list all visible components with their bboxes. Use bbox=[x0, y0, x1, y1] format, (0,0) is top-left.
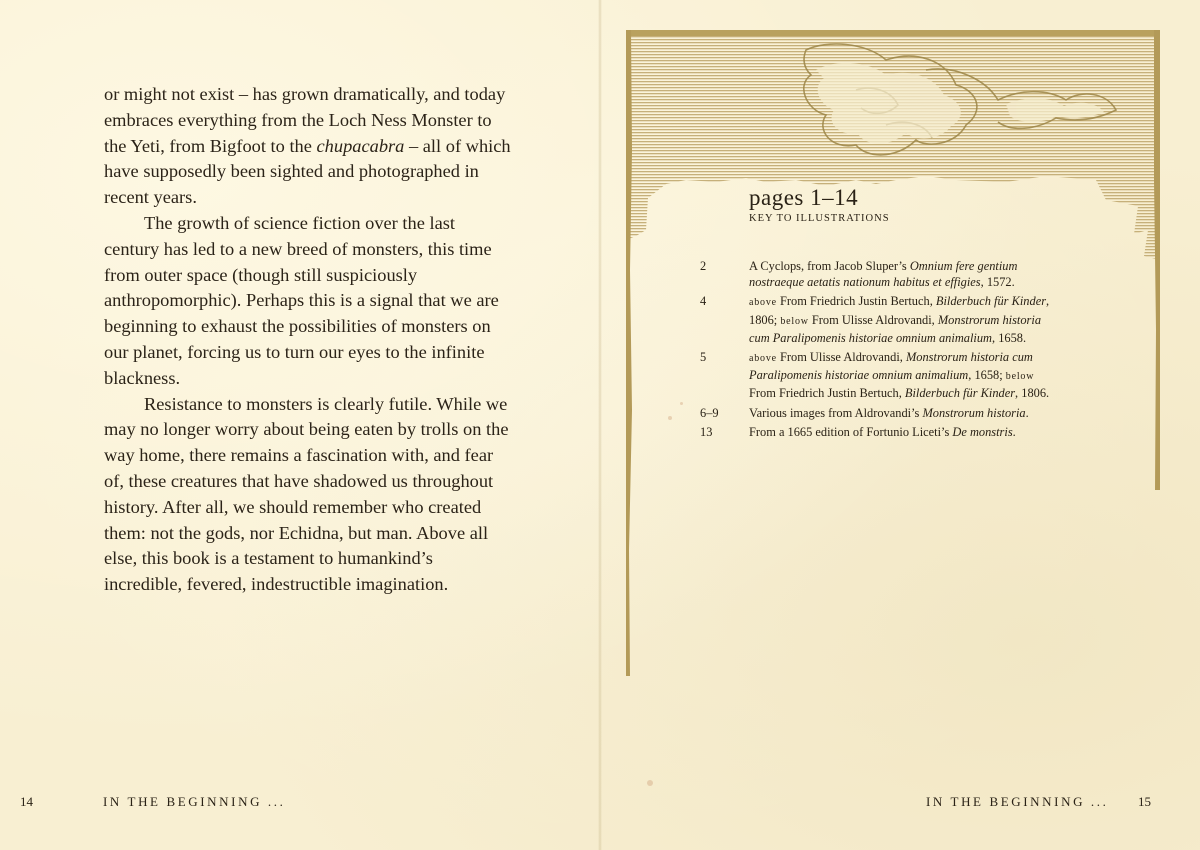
text-run: , 1658. bbox=[992, 330, 1027, 345]
gutter-fold bbox=[598, 0, 602, 850]
position-label: below bbox=[780, 315, 809, 327]
key-description bbox=[749, 405, 1060, 421]
text-run: , 1572. bbox=[980, 275, 1015, 290]
text-run: From a 1665 edition of Fortunio Liceti’s bbox=[749, 424, 953, 439]
key-description bbox=[749, 424, 1060, 440]
text-run: . bbox=[1025, 405, 1029, 420]
italic-title: Monstrorum historia cum Paralipomenis historiae omnium animalium bbox=[749, 312, 1042, 345]
italic-title: Omnium fere gentium nostraeque aetatis nationum habitus et effigies bbox=[749, 259, 1018, 290]
text-run: , 1806; bbox=[749, 294, 1050, 327]
position-label: below bbox=[1005, 371, 1035, 383]
italic-title: De monstris bbox=[952, 424, 1013, 439]
key-page-number: 2 bbox=[700, 259, 707, 273]
text-run: , 1806. bbox=[1015, 386, 1050, 401]
key-entry bbox=[700, 258, 1060, 290]
position-label: above bbox=[749, 297, 777, 309]
running-head-right: IN THE BEGINNING ... bbox=[926, 794, 1109, 809]
key-page-number: 4 bbox=[700, 294, 707, 309]
key-description bbox=[749, 293, 1060, 346]
key-page-number: 13 bbox=[700, 424, 713, 439]
key-title-block bbox=[749, 185, 890, 224]
page-number-left: 14 bbox=[20, 794, 33, 809]
text-run: From Ulisse Aldrovandi, bbox=[776, 350, 906, 365]
text-run: A Cyclops, from Jacob Sluper’s bbox=[749, 259, 910, 273]
text-run: , 1658; bbox=[968, 368, 1006, 383]
italic-title: Bilderbuch für Kinder bbox=[904, 386, 1016, 401]
italic-title: Monstrorum historia bbox=[922, 405, 1026, 420]
key-subtitle: KEY TO ILLUSTRATIONS bbox=[749, 213, 890, 224]
body-paragraph bbox=[104, 82, 514, 211]
illustration-key-list bbox=[700, 258, 1060, 443]
body-text bbox=[104, 82, 514, 598]
key-title: pages 1–14 bbox=[749, 185, 859, 210]
text-run: From Friedrich Justin Bertuch, bbox=[749, 386, 905, 401]
key-description bbox=[749, 258, 1060, 290]
text-run: Resistance to monsters is clearly futile. While we may no longer worry about being eaten by trolls on the way home, there remains a fascination with, and fear of, these creatures that have shadowed us throughout history. After all, we should remember who created them: not the gods, nor Echidna, but man. Above all else, this book is a testament to humankind’s incredible, fevered, indestructible imagination. bbox=[104, 393, 509, 595]
position-label: above bbox=[749, 353, 777, 365]
running-head-left: IN THE BEGINNING ... bbox=[103, 794, 286, 809]
text-run: Various images from Aldrovandi’s bbox=[749, 405, 923, 420]
text-run: . bbox=[1012, 424, 1016, 439]
key-page-number: 5 bbox=[700, 350, 707, 365]
page-number-right: 15 bbox=[1138, 794, 1151, 809]
text-run: From Ulisse Aldrovandi, bbox=[808, 312, 938, 327]
text-run: – all of which have supposedly been sighted and photographed in recent years. bbox=[104, 135, 511, 208]
key-entry bbox=[700, 349, 1060, 402]
key-entry bbox=[700, 405, 1060, 421]
key-page-number: 6–9 bbox=[700, 405, 719, 420]
text-run: From Friedrich Justin Bertuch, bbox=[776, 294, 936, 309]
body-paragraph bbox=[104, 392, 514, 598]
text-run: The growth of science fiction over the last century has led to a new breed of monsters, this time from outer space (though still suspiciously anthropomorphic). Perhaps this is a signal that we are beginning to exhaust the possibilities of monsters on our planet, forcing us to turn our eyes to the infinite blackness. bbox=[104, 212, 499, 388]
key-description bbox=[749, 349, 1060, 402]
key-entry bbox=[700, 424, 1060, 440]
italic-title: chupacabra bbox=[316, 135, 405, 156]
italic-title: Bilderbuch für Kinder bbox=[935, 294, 1047, 309]
key-entry bbox=[700, 293, 1060, 346]
ink-stain bbox=[647, 780, 653, 786]
body-paragraph bbox=[104, 211, 514, 392]
text-run: or might not exist – has grown dramatically, and today embraces everything from the Loch Ness Monster to the Yeti, from Bigfoot to the bbox=[104, 84, 506, 156]
italic-title: Monstrorum historia cum Paralipomenis historiae omnium animalium bbox=[749, 350, 1033, 383]
